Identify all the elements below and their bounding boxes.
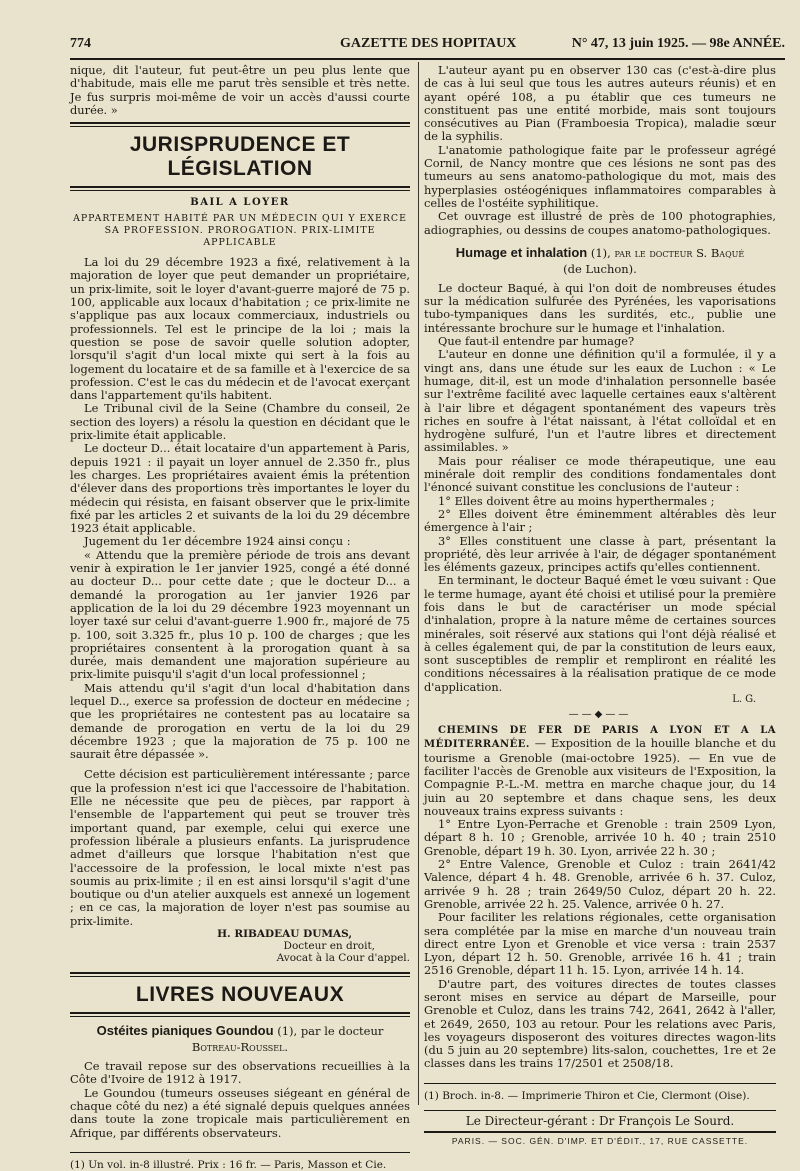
paragraph: L'auteur en donne une définition qu'il a formulée, il y a vingt ans, dans une étude sur les eaux de Luchon : « Le humage, dit-il, est un mode d'inhalation personnelle basée sur l'extrême facilité avec laquelle certaines eaux s'altèrent à l'air libre et dégagent spontanément des vapeurs très riches en soufre à l'état naissant, à l'état colloïdal et en hydrogène sulfuré, l'un et l'autre libres et directement assimilables. » bbox=[424, 347, 776, 455]
section-rule bbox=[70, 972, 410, 977]
paragraph: Mais pour réaliser ce mode thérapeutique, une eau minérale doit remplir des conditions fondamentales dont l'énoncé suivant constitue les conclusions de l'auteur : bbox=[424, 453, 776, 495]
paragraph: Le Goundou (tumeurs osseuses siégeant en général de chaque côté du nez) a été signalé depuis quelques années dans toute la zone tropicale mais particulièrement en Afrique, par différents observateurs. bbox=[70, 1085, 410, 1140]
book-heading bbox=[424, 245, 776, 260]
footnote: (1) Un vol. in-8 illustré. Prix : 16 fr. — Paris, Masson et Cie. bbox=[70, 1152, 410, 1171]
notice-title: CHEMINS DE FER DE PARIS A LYON ET A LA MÉDITERRANÉE. bbox=[424, 725, 776, 751]
director-line: Le Directeur-gérant : Dr François Le Sourd. bbox=[424, 1110, 776, 1133]
list-item: 3° Elles constituent une classe à part, présentant la propriété, dès leur arrivée à l'air, de dégager spontanément les éléments gazeux, principes actifs qu'elles contiennent. bbox=[424, 533, 776, 575]
initials: L. G. bbox=[732, 694, 756, 706]
case-title: APPARTEMENT HABITÉ PAR UN MÉDECIN QUI Y EXERCE SA PROFESSION. PROROGATION. PRIX-LIMITE APPLICABLE bbox=[73, 213, 407, 249]
left-column bbox=[70, 63, 410, 1171]
ornament-divider: ——◆—— bbox=[568, 709, 632, 721]
book-title: Ostéites pianiques Goundou bbox=[96, 1023, 274, 1039]
list-item: 2° Entre Valence, Grenoble et Culoz : train 2641/42 Valence, départ 4 h. 48. Grenoble, arrivée 6 h. 37. Culoz, arrivée 9 h. 28 ; train 2649/50 Culoz, départ 20 h. 22. Grenoble, arrivée 22 h. 25. Valence, arrivée 0 h. 27. bbox=[424, 857, 776, 911]
paragraph: Cet ouvrage est illustré de près de 100 photographies, adiographies, ou dessins de coupes anatomo-pathologiques. bbox=[424, 209, 776, 237]
paragraph: La loi du 29 décembre 1923 a fixé, relativement à la majoration de loyer que peut demander un propriétaire, un prix-limite, soit le loyer d'avant-guerre majoré de 75 p. 100, applicable aux locaux d'habitation ; ce prix-limite ne s'applique pas aux locaux commerciaux, industriels ou professionnels. Tel est le principe de la loi ; mais la question se pose de savoir quelle solution adopter, lorsqu'il s'agit d'un local mixte qui sert à la fois au logement du locataire et de sa famille et à l'exercice de sa profession. C'est le cas du médecin et de l'avocat exerçant dans l'appartement qu'ils habitent. bbox=[70, 255, 410, 403]
paragraph: Le Tribunal civil de la Seine (Chambre du conseil, 2e section des loyers) a résolu la question en décidant que le prix-limite était applicable. bbox=[70, 401, 410, 443]
notice-lead: — Exposition de la houille blanche et du tourisme a Grenoble (mai-octobre 1925). — En vue de faciliter l'accès de Grenoble aux visiteurs de l'Exposition, la Compagnie P.-L.-M. mettra en marche chaque jour, du 14 juin au 20 septembre et dans chaque sens, les deux nouveaux trains express suivants : bbox=[424, 736, 776, 818]
book-title: Humage et inhalation bbox=[455, 244, 588, 260]
paragraph: D'autre part, des voitures directes de toutes classes seront mises en service au départ de Marseille, pour Grenoble et Culoz, dans les trains 742, 2641, 2642 à l'aller, et 2649, 2650, 103 au retour. Pour les relations avec Paris, les voyageurs disposeront des voitures directes wagon-lits (du 5 juin au 20 septembre) lits-salon, couchettes, 1re et 2e classes dans les trains 17/2501 et 2508/18. bbox=[424, 976, 776, 1071]
list-item: 1° Entre Lyon-Perrache et Grenoble : train 2509 Lyon, départ 8 h. 10 ; Grenoble, arrivée 10 h. 40 ; train 2510 Grenoble, départ 19 h. 30. Lyon, arrivée 22 h. 30 ; bbox=[424, 817, 776, 858]
paragraph: Ce travail repose sur des observations recueillies à la Côte d'Ivoire de 1912 à 1917. bbox=[70, 1059, 410, 1087]
list-item: 1° Elles doivent être au moins hyperthermales ; bbox=[438, 493, 715, 508]
section-title: LIVRES NOUVEAUX bbox=[135, 983, 345, 1007]
intro-paragraph: nique, dit l'auteur, fut peut-être un peu plus lente que d'habitude, mais elle me parut très sensible et très nette. Je fus surpris moi-même de voir un accès d'aussi courte durée. » bbox=[70, 63, 410, 117]
book-note: (1), par le docteur bbox=[273, 1024, 384, 1039]
paragraph: Jugement du 1er décembre 1924 ainsi conçu : bbox=[84, 534, 351, 549]
journal-title: GAZETTE DES HOPITAUX bbox=[340, 36, 517, 51]
quote-paragraph: « Attendu que la première période de trois ans devant venir à expiration le 1er janvier 1925, congé a été donné au docteur D... pour cette date ; que le docteur D... a demandé la prorogation au 1er janvier 1926 par application de la loi du 29 décembre 1923 moyennant un loyer taxé sur celui d'avant-guerre 1.900 fr., majoré de 75 p. 100, soit 3.325 fr., plus 10 p. 100 de charges ; que les propriétaires consentent à la prorogation quant à sa durée, mais demandent une majoration supérieure au prix-limite puisqu'il s'agit d'un local professionnel ; bbox=[70, 547, 410, 682]
header-rule bbox=[70, 58, 785, 60]
book-heading bbox=[70, 1023, 410, 1038]
signature-name: H. RIBADEAU DUMAS, bbox=[217, 928, 352, 941]
paragraph: L'auteur ayant pu en observer 130 cas (c'est-à-dire plus de cas à lui seul que tous les autres auteurs réunis) et en ayant opéré 108, a pu établir que ces tumeurs ne constituent pas une entité morbide, mais sont toujours consécutives au Pian (Framboesia Tropica), maladie sœur de la syphilis. bbox=[424, 63, 776, 144]
issue-info: N° 47, 13 juin 1925. — 98e ANNÉE. bbox=[571, 36, 785, 51]
railway-notice bbox=[424, 723, 776, 818]
book-note: (1), par le docteur S. Baqué bbox=[587, 245, 745, 260]
paragraph: Le docteur Baqué, à qui l'on doit de nombreuses études sur la médication sulfurée des Pyrénées, les vaporisations tubo-tympaniques dans les surdités, etc., publie une intéressante brochure sur le humage et l'inhalation. bbox=[424, 280, 776, 335]
signature-title: Docteur en droit, bbox=[283, 940, 375, 953]
right-column bbox=[424, 63, 776, 1146]
page-header bbox=[70, 30, 785, 56]
paragraph: Pour faciliter les relations régionales, cette organisation sera complétée par la mise en marche d'un nouveau train direct entre Lyon et Grenoble et vice versa : train 2537 Lyon, départ 12 h. 50. Grenoble, arrivée 16 h. 41 ; train 2516 Grenoble, départ 11 h. 15. Lyon, arrivée 14 h. 14. bbox=[424, 910, 776, 978]
paragraph: En terminant, le docteur Baqué émet le vœu suivant : Que le terme humage, ayant été choisi et utilisé pour la première fois dans le but de caractériser un mode spécial d'inhalation, propre à la nature même de certaines sources minérales, soit réservé aux stations qui l'ont déjà réalisé et à celles également qui, de par la constitution de leurs eaux, sont susceptibles de remplir et rempliront en réalité les conditions nécessaires à la réalisation pratique de ce mode d'application. bbox=[424, 573, 776, 694]
section-rule bbox=[70, 1012, 410, 1017]
section-title: JURISPRUDENCE ET LÉGISLATION bbox=[129, 133, 351, 181]
paragraph: Que faut-il entendre par humage? bbox=[438, 334, 635, 349]
section-rule bbox=[70, 122, 410, 127]
book-place: (de Luchon). bbox=[563, 261, 637, 276]
signature bbox=[70, 928, 410, 964]
page-number: 774 bbox=[70, 36, 91, 51]
paragraph: Cette décision est particulièrement intéressante ; parce que la profession n'est ici que l'accessoire de l'habitation. Elle ne nécessite que peu de pièces, par rapport à l'ensemble de l'appartement qui peut se trouver très important quand, par exemple, celui qui exerce une profession libérale a plusieurs enfants. La jurisprudence admet d'ailleurs que lorsque l'habitation n'est que l'accessoire de la profession, le local mixte n'est pas soumis au prix-limite ; il en est ainsi lorsqu'il s'agit d'une boutique ou d'un atelier auxquels est annexé un logement ; en ce cas, la majoration de loyer n'est pas soumise au prix-limite. bbox=[70, 767, 410, 928]
printer-imprint: PARIS. — SOC. GÉN. D'IMP. ET D'ÉDIT., 17, RUE CASSETTE. bbox=[451, 1135, 749, 1146]
paragraph: Le docteur D... était locataire d'un appartement à Paris, depuis 1921 : il payait un loyer annuel de 2.350 fr., plus les charges. Les propriétaires avaient émis la prétention d'élever dans des proportions très importantes le loyer du médecin qui résista, en faisant observer que le prix-limite fixé par les articles 2 et suivants de la loi du 29 décembre 1923 était applicable. bbox=[70, 441, 410, 536]
list-item: 2° Elles doivent être éminemment altérables dès leur émergence à l'air ; bbox=[424, 506, 776, 535]
paragraph: L'anatomie pathologique faite par le professeur agrégé Cornil, de Nancy montre que ces lésions ne sont pas des tumeurs au sens anatomo-pathologique du mot, mais des hyperplasies ostéogéniques inflammatoires comparables à celles de l'ostéite syphilitique. bbox=[424, 142, 776, 210]
signature-title: Avocat à la Cour d'appel. bbox=[276, 952, 410, 965]
subhead: BAIL A LOYER bbox=[190, 197, 290, 209]
column-rule bbox=[418, 62, 419, 1105]
footnote: (1) Broch. in-8. — Imprimerie Thiron et Cie, Clermont (Oise). bbox=[424, 1083, 776, 1102]
book-author: Botreau-Roussel. bbox=[191, 1040, 289, 1055]
section-rule bbox=[70, 186, 410, 191]
quote-paragraph: Mais attendu qu'il s'agit d'un local d'habitation dans lequel D.., exerce sa profession de docteur en médecine ; que les propriétaires ne contestent pas au locataire sa demande de prorogation en vertu de la loi du 29 décembre 1923 ; que la majoration de 75 p. 100 ne saurait être dépassée ». bbox=[70, 680, 410, 762]
